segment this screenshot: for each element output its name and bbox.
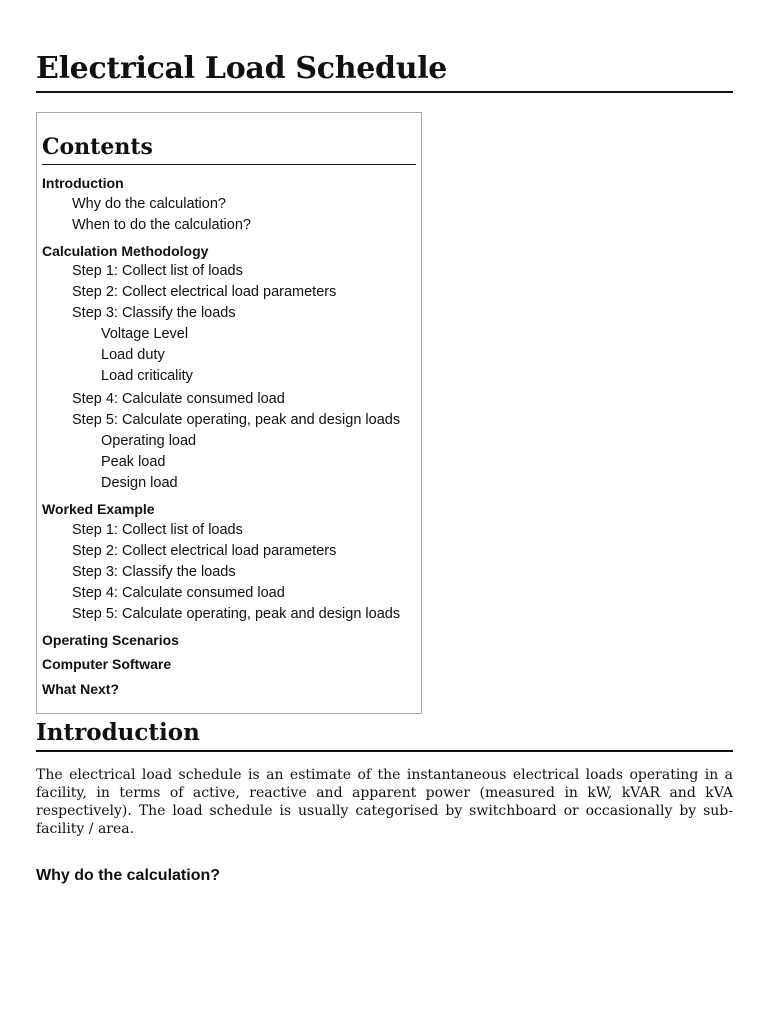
toc-item-computer-software[interactable] [42,654,416,675]
toc-item-design-load[interactable] [42,473,416,494]
toc-item-worked-example[interactable] [42,499,416,520]
toc-item-example-step-5[interactable] [42,604,416,625]
toc-link[interactable]: Step 5: Calculate operating, peak and design loads [72,412,401,428]
toc-link[interactable]: Load criticality [101,368,193,384]
toc-link[interactable]: Step 2: Collect electrical load parameters [72,284,337,300]
toc-item-peak-load[interactable] [42,452,416,473]
toc-link[interactable]: Step 1: Collect list of loads [72,521,243,538]
toc-item-example-step-1[interactable] [42,520,416,541]
toc-link[interactable]: Load duty [101,347,165,363]
toc-link[interactable]: Step 2: Collect electrical load parameters [72,542,337,559]
toc-item-load-criticality[interactable] [42,366,416,387]
toc-link[interactable]: Why do the calculation? [72,195,226,212]
section-heading-introduction: Introduction [36,718,733,752]
toc-link[interactable]: Operating load [101,433,197,449]
toc-item-method-step-1[interactable] [42,261,416,282]
toc-link[interactable]: Step 4: Calculate consumed load [72,584,285,601]
document-page [36,0,733,884]
toc-link[interactable]: Peak load [101,454,166,470]
toc-link[interactable]: Step 3: Classify the loads [72,563,236,580]
toc-link[interactable]: Introduction [42,175,124,191]
toc-item-example-step-4[interactable] [42,583,416,604]
toc-link[interactable]: Calculation Methodology [42,242,209,259]
toc-link[interactable]: Computer Software [42,656,172,672]
table-of-contents [36,112,422,714]
subheading-why-do-the-calculation: Why do the calculation? [36,867,221,884]
toc-item-operating-scenarios[interactable] [42,630,416,651]
toc-item-example-step-2[interactable] [42,541,416,562]
toc-item-why-do-the-calculation[interactable] [42,194,416,215]
toc-link[interactable]: Operating Scenarios [42,631,179,648]
toc-link[interactable]: Step 1: Collect list of loads [72,263,243,279]
toc-link[interactable]: Step 3: Classify the loads [72,305,236,321]
toc-item-when-to-do-the-calculation[interactable] [42,215,416,236]
toc-title: Contents [42,133,416,165]
toc-link[interactable]: Step 5: Calculate operating, peak and design loads [72,605,401,622]
toc-item-operating-load[interactable] [42,431,416,452]
toc-item-method-step-4[interactable] [42,389,416,410]
toc-item-example-step-3[interactable] [42,562,416,583]
toc-item-method-step-3[interactable] [42,303,416,324]
toc-link[interactable]: What Next? [42,680,119,697]
toc-link[interactable]: When to do the calculation? [72,216,251,233]
toc-item-method-step-5[interactable] [42,410,416,431]
introduction-paragraph: The electrical load schedule is an estimate of the instantaneous electrical loads operating in a facility, in terms of active, reactive and apparent power (measured in kW, kVAR and kVA respectively). The load schedule is usually categorised by switchboard or occasionally by sub-facility / area. [36,767,733,837]
page-title: Electrical Load Schedule [36,0,733,93]
toc-link[interactable]: Design load [101,475,178,491]
toc-item-method-step-2[interactable] [42,282,416,303]
toc-item-introduction[interactable] [42,173,416,194]
toc-link[interactable]: Step 4: Calculate consumed load [72,391,285,407]
toc-item-voltage-level[interactable] [42,324,416,345]
toc-link[interactable]: Worked Example [42,501,155,517]
toc-item-load-duty[interactable] [42,345,416,366]
toc-item-calculation-methodology[interactable] [42,241,416,262]
toc-link[interactable]: Voltage Level [101,326,189,342]
toc-list [42,173,416,699]
toc-item-what-next[interactable] [42,679,416,700]
